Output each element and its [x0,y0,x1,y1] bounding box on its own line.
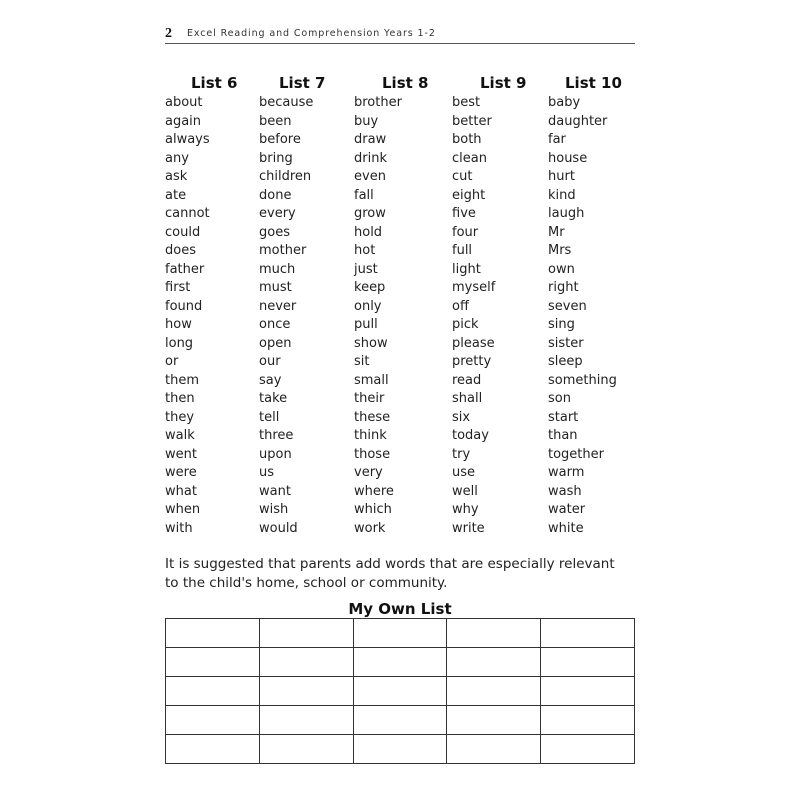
word-list [452,94,495,538]
word-list-heading: List 8 [382,74,429,92]
word-item: every [259,206,296,221]
own-list-table [165,618,635,764]
word-item: open [259,335,292,351]
word-item: best [452,95,481,110]
word-item: children [259,169,312,184]
word-item: found [165,298,203,314]
word-item: these [354,409,391,425]
word-item: tell [259,409,280,425]
word-list-heading: List 6 [191,74,238,92]
word-item: or [165,354,179,369]
word-item: own [548,261,575,277]
word-item: went [165,446,197,462]
word-item: ask [165,169,188,184]
word-item: today [452,428,489,443]
word-item: show [354,335,388,351]
own-list-cell[interactable] [353,677,447,706]
word-item: read [452,372,482,388]
word-item: son [548,391,571,406]
word-item: take [259,391,288,406]
word-item: once [259,317,291,332]
own-list-row [166,706,635,735]
word-item: hot [354,243,376,258]
word-item: sing [548,317,575,332]
own-list-cell[interactable] [166,677,260,706]
word-item: three [259,428,294,443]
word-item: ate [165,187,187,203]
word-list-column [165,74,238,536]
word-list [354,94,402,538]
word-item: where [354,483,394,499]
word-item: would [259,520,298,536]
word-item: wish [259,502,289,517]
word-item: off [452,298,469,314]
own-list-cell[interactable] [353,706,447,735]
word-list-column [259,74,326,536]
page-header [165,25,635,44]
word-item: them [165,372,199,388]
word-item: well [452,483,478,499]
own-list-row [166,677,635,706]
word-item: work [354,520,386,536]
word-list [548,94,617,538]
own-list-cell[interactable] [541,677,635,706]
page-number: 2 [165,26,172,41]
own-list-row [166,735,635,764]
word-item: were [165,465,197,480]
word-item: cannot [165,206,210,221]
word-list-heading: List 7 [279,74,326,92]
own-list-cell[interactable] [447,706,541,735]
word-item: about [165,95,203,110]
word-item: how [165,317,192,332]
word-item: five [452,206,476,221]
word-item: because [259,95,314,110]
own-list-cell[interactable] [353,735,447,764]
word-item: pretty [452,354,492,369]
word-item: could [165,224,201,240]
parent-note: It is suggested that parents add words that are especially relevant to the child's home, school or community. [165,556,615,591]
word-item: eight [452,187,486,203]
own-list-cell[interactable] [166,706,260,735]
word-item: much [259,261,296,277]
own-list-cell[interactable] [259,648,353,677]
word-item: upon [259,446,292,462]
own-list-cell[interactable] [166,735,260,764]
word-item: any [165,150,189,166]
word-item: small [354,372,389,388]
word-item: kind [548,187,576,203]
word-item: water [548,502,586,517]
word-list-heading: List 10 [565,74,622,92]
word-item: their [354,391,385,406]
word-item: father [165,261,205,277]
word-item: Mrs [548,243,572,258]
word-list [165,94,210,538]
own-list-cell[interactable] [166,619,260,648]
word-list-heading: List 9 [480,74,527,92]
word-item: first [165,280,191,295]
word-item: grow [354,206,386,221]
word-item: draw [354,132,387,147]
word-item: hurt [548,169,575,184]
own-list-row [166,619,635,648]
word-item: goes [259,224,290,240]
word-item: drink [354,150,387,166]
word-list-column [452,74,527,536]
word-item: with [165,520,193,536]
word-item: which [354,502,392,517]
own-list-cell[interactable] [259,619,353,648]
own-list-cell[interactable] [447,648,541,677]
own-list-cell[interactable] [541,648,635,677]
own-list-cell[interactable] [259,677,353,706]
word-item: why [452,502,479,517]
word-item: keep [354,280,386,295]
own-list-cell[interactable] [541,706,635,735]
running-title: Excel Reading and Comprehension Years 1-2 [187,28,436,39]
word-item: done [259,187,292,203]
word-item: sit [354,354,370,369]
own-list-cell[interactable] [541,619,635,648]
word-item: pick [452,317,479,332]
word-item: cut [452,169,473,184]
own-list-row [166,648,635,677]
word-item: light [452,261,481,277]
word-list-column [354,74,429,536]
own-list-cell[interactable] [353,648,447,677]
word-item: four [452,224,479,240]
own-list-cell[interactable] [447,677,541,706]
word-item: never [259,298,297,314]
word-item: full [452,243,473,258]
word-list-column [548,74,622,536]
word-item: baby [548,95,581,110]
word-item: even [354,169,386,184]
word-item: mother [259,243,307,258]
word-item: something [548,372,617,388]
word-item: please [452,335,495,351]
word-item: wash [548,483,582,499]
word-item: daughter [548,113,608,129]
word-item: shall [452,391,483,406]
own-list-cell[interactable] [541,735,635,764]
word-item: start [548,409,579,425]
word-item: buy [354,113,379,129]
word-item: just [354,261,378,277]
word-item: right [548,280,579,295]
word-item: laugh [548,206,585,221]
word-item: try [452,446,471,462]
word-item: they [165,409,195,425]
word-item: what [165,483,197,499]
word-item: Mr [548,224,565,240]
word-item: when [165,502,201,517]
word-item: want [259,483,291,499]
word-item: been [259,113,292,129]
word-item: must [259,280,292,295]
word-item: brother [354,95,402,110]
word-item: white [548,520,584,536]
word-item: warm [548,465,585,480]
word-list [259,94,313,538]
word-item: does [165,243,196,258]
word-item: us [259,465,275,480]
word-item: long [165,335,194,351]
word-item: sleep [548,354,583,369]
word-item: bring [259,150,293,166]
word-item: only [354,298,382,314]
word-item: use [452,465,476,480]
word-item: write [452,520,485,536]
word-item: our [259,354,281,369]
own-list-title: My Own List [348,600,452,618]
word-item: always [165,132,210,147]
word-item: say [259,372,282,388]
word-item: clean [452,150,487,166]
word-item: myself [452,280,496,295]
word-item: far [548,132,566,147]
word-item: pull [354,317,378,332]
word-item: walk [165,428,195,443]
word-item: seven [548,298,587,314]
word-item: fall [354,187,374,203]
word-item: sister [548,335,584,351]
word-item: together [548,446,604,462]
own-list-cell[interactable] [447,619,541,648]
word-item: then [165,391,195,406]
word-item: those [354,446,391,462]
own-list-cell[interactable] [166,648,260,677]
word-item: six [452,409,471,425]
word-item: think [354,428,387,443]
word-item: both [452,132,482,147]
own-list-cell[interactable] [259,735,353,764]
own-list-cell[interactable] [353,619,447,648]
own-list-cell[interactable] [447,735,541,764]
own-list-cell[interactable] [259,706,353,735]
word-item: again [165,113,202,129]
word-item: than [548,428,578,443]
word-item: better [452,113,492,129]
word-item: before [259,132,301,147]
word-item: hold [354,224,383,240]
word-item: house [548,150,588,166]
word-item: very [354,465,383,480]
